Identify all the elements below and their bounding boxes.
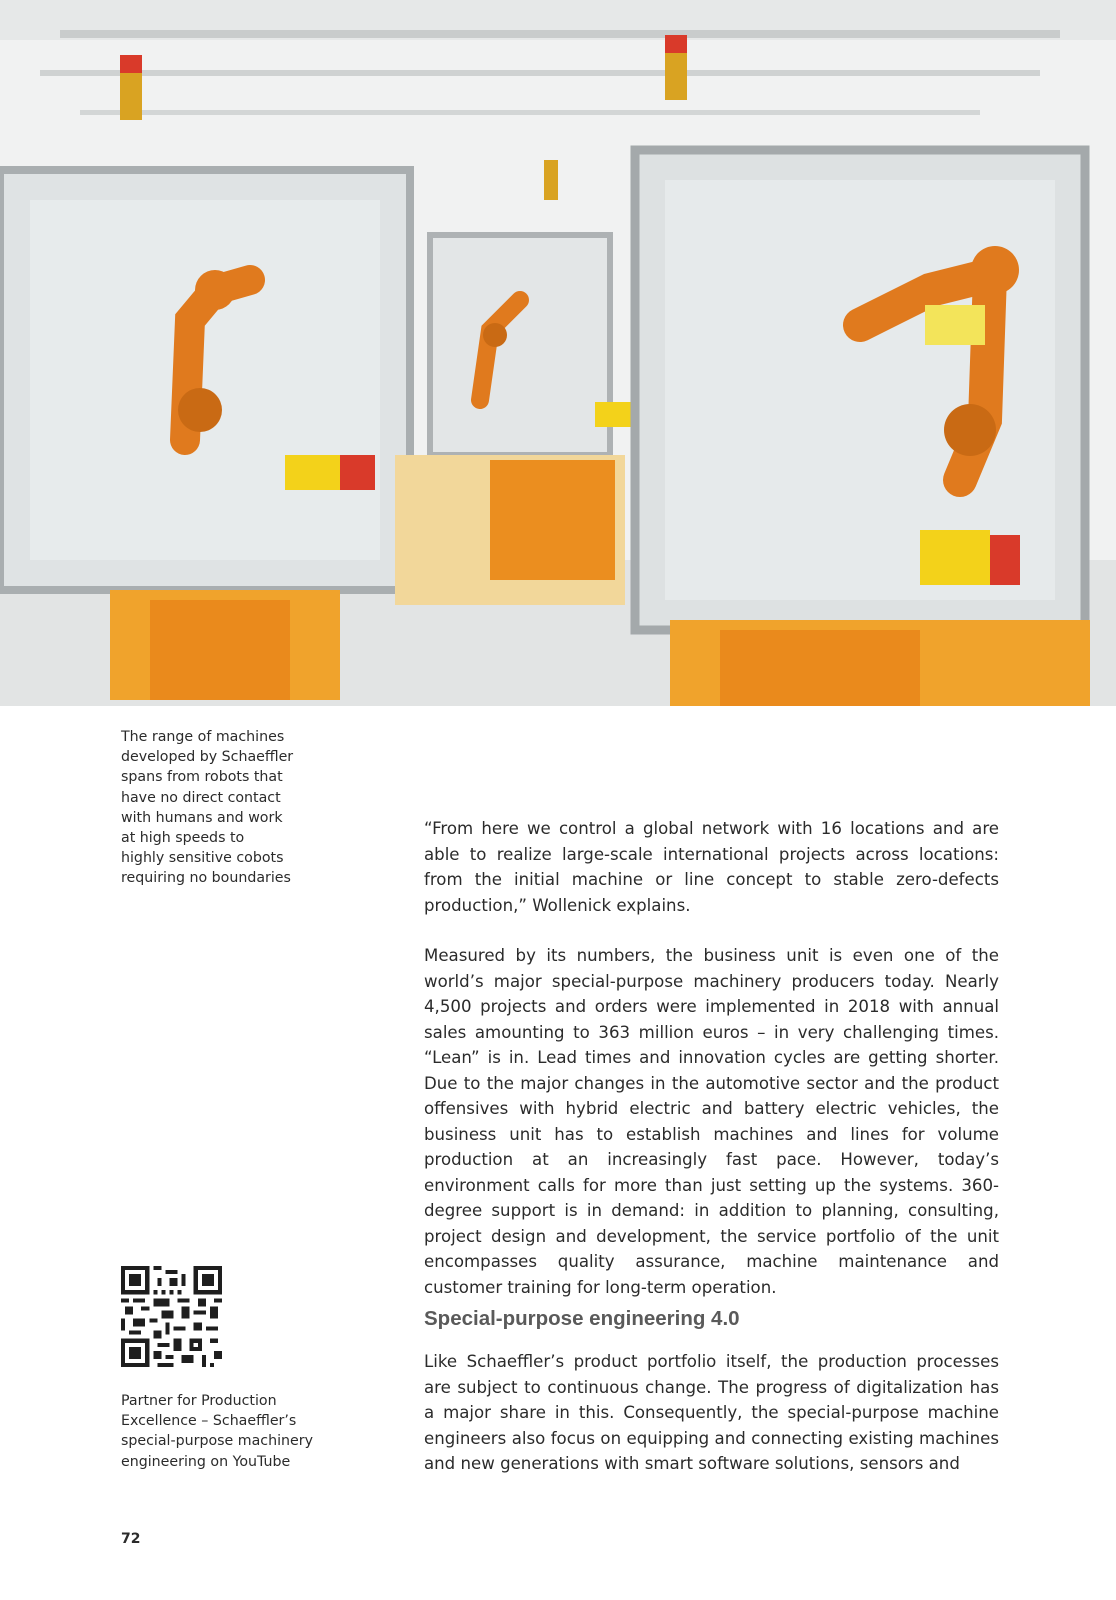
photo-caption: The range of machines developed by Schaeffler spans from robots that have no direct contact with humans and work at high speeds to highly sensitive cobots requiring no boundaries — [121, 729, 294, 887]
body-paragraph-2: Measured by its numbers, the business unit is even one of the world’s major special-purpose machinery producers today. Nearly 4,500 projects and orders were implemented in 2018 with annual sales amounting to 363 million euros – in very challenging times. “Lean” is in. Lead times and innovation cycles are getting shorter. Due to the major changes in the automotive sector and the product offensives with hybrid electric and battery electric vehicles, the business unit has to establish machines and lines for volume production at an increasingly fast pace. However, today’s environment calls for more than just setting up the systems. 360-degree support is in demand: in addition to planning, consulting, project design and development, the service portfolio of the unit encompasses quality assurance, machine maintenance and customer training for long-term operation. — [424, 946, 999, 1297]
factory-photo — [0, 0, 1116, 706]
qr-caption: Partner for Production Excellence – Schaeffler’s special-purpose machinery engineering on YouTube — [121, 1393, 313, 1470]
qr-code-icon[interactable] — [121, 1266, 222, 1367]
section-heading: Special-purpose engineering 4.0 — [424, 1307, 740, 1330]
page-number: 72 — [121, 1531, 141, 1547]
body-paragraph-3: Like Schaeffler’s product portfolio itself, the production processes are subject to continuous change. The progress of digitalization has a major share in this. Consequently, the special-purpose machine engineers also focus on equipping and connecting existing machines and new generations with smart software solutions, sensors and — [424, 1352, 999, 1473]
body-paragraph-1: “From here we control a global network with 16 locations and are able to realize large-scale international projects across locations: from the initial machine or line concept to stable zero-defects production,” Wollenick explains. — [424, 819, 999, 915]
factory-illustration — [0, 0, 1116, 706]
